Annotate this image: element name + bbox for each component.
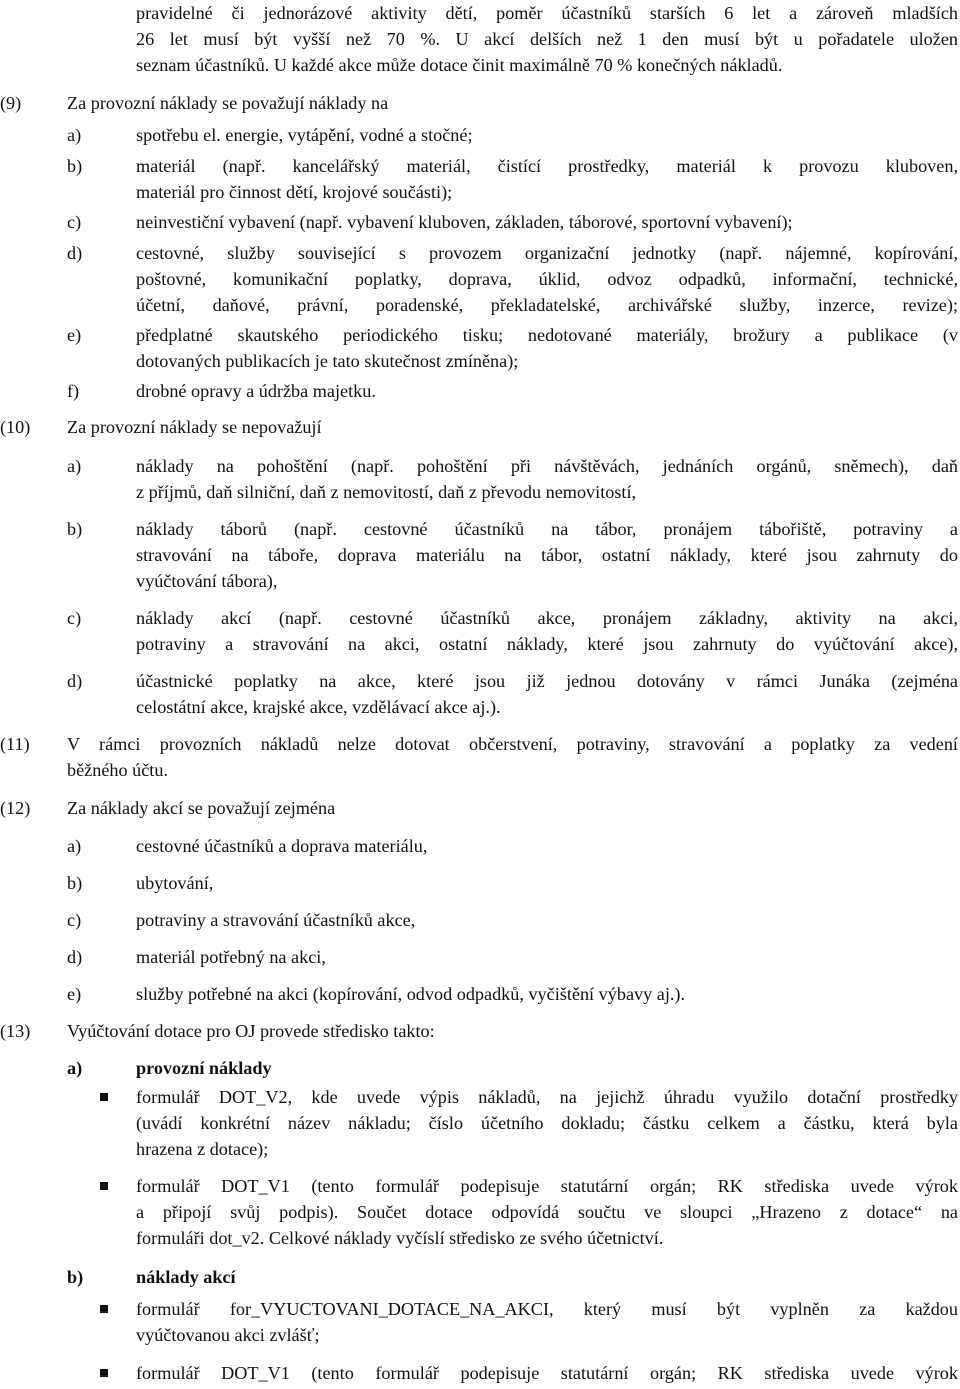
bullet-square-icon: [100, 1369, 108, 1377]
section-number: (13): [0, 1021, 31, 1041]
bullet-text: a připojí svůj podpis). Součet dotace odpovídá součtu ve sloupci „Hrazeno z dotace“ na: [136, 1202, 958, 1222]
subsection-title: náklady akcí: [136, 1267, 236, 1287]
bullet-text: vyúčtovanou akci zvlášť;: [136, 1325, 320, 1345]
item-text: drobné opravy a údržba majetku.: [136, 381, 376, 401]
bullet-text: formulář DOT_V1 (tento formulář podepisuje statutární orgán; RK střediska uvede výrok: [136, 1363, 958, 1383]
item-text: náklady akcí (např. cestovné účastníků akce, pronájem základny, aktivity na akci,: [136, 608, 958, 628]
bullet-square-icon: [100, 1305, 108, 1313]
item-text: dotovaných publikacích je tato skutečnost zmíněna);: [136, 351, 519, 371]
item-text: vyúčtování tábora),: [136, 571, 278, 591]
item-text: služby potřebné na akci (kopírování, odvod odpadků, vyčištění výbavy aj.).: [136, 984, 686, 1004]
item-text: předplatné skautského periodického tisku; nedotované materiály, brožury a publikace (v: [136, 325, 958, 345]
section-title: Za náklady akcí se považují zejména: [67, 798, 336, 818]
subsection-label: a): [67, 1058, 83, 1078]
item-text: z příjmů, daň silniční, daň z nemovitostí, daň z převodu nemovitostí,: [136, 482, 637, 502]
bullet-square-icon: [100, 1093, 108, 1101]
item-text: cestovné účastníků a doprava materiálu,: [136, 836, 428, 856]
item-label: a): [67, 125, 82, 145]
item-label: d): [67, 243, 83, 263]
section-title: Za provozní náklady se považují náklady na: [67, 93, 389, 113]
section-number: (10): [0, 417, 31, 437]
item-label: c): [67, 608, 82, 628]
item-label: b): [67, 519, 83, 539]
bullet-text: formulář for_VYUCTOVANI_DOTACE_NA_AKCI, který musí být vyplněn za každou: [136, 1299, 958, 1319]
item-label: b): [67, 873, 83, 893]
item-text: spotřebu el. energie, vytápění, vodné a stočné;: [136, 125, 473, 145]
item-text: potraviny a stravování na akci, ostatní náklady, které jsou zahrnuty do vyúčtování akce),: [136, 634, 958, 654]
item-label: c): [67, 910, 82, 930]
item-text: materiál (např. kancelářský materiál, čistící prostředky, materiál k provozu kluboven,: [136, 156, 958, 176]
item-label: a): [67, 456, 82, 476]
intro-line: 26 let musí být vyšší než 70 %. U akcí delších než 1 den musí být u pořadatele uložen: [136, 29, 958, 49]
section-text: běžného účtu.: [67, 760, 168, 780]
item-text: celostátní akce, krajské akce, vzdělávací akce aj.).: [136, 697, 501, 717]
item-text: cestovné, služby související s provozem organizační jednotky (např. nájemné, kopírování,: [136, 243, 958, 263]
item-label: f): [67, 381, 80, 401]
item-label: c): [67, 212, 82, 232]
bullet-square-icon: [100, 1182, 108, 1190]
item-text: ubytování,: [136, 873, 214, 893]
section-text: V rámci provozních nákladů nelze dotovat občerstvení, potraviny, stravování a poplatky za vedení: [67, 734, 958, 754]
item-label: e): [67, 325, 82, 345]
item-label: b): [67, 156, 83, 176]
bullet-text: formulář DOT_V1 (tento formulář podepisuje statutární orgán; RK střediska uvede výrok: [136, 1176, 958, 1196]
intro-line: pravidelné či jednorázové aktivity dětí, poměr účastníků starších 6 let a zároveň mladších: [136, 3, 958, 23]
subsection-title: provozní náklady: [136, 1058, 272, 1078]
section-number: (9): [0, 93, 22, 113]
bullet-text: (uvádí konkrétní název nákladu; číslo účetního dokladu; částku celkem a částku, která byla: [136, 1113, 958, 1133]
intro-line: seznam účastníků. U každé akce může dotace činit maximálně 70 % konečných nákladů.: [136, 55, 783, 75]
item-text: neinvestiční vybavení (např. vybavení kluboven, základen, táborové, sportovní vybavení);: [136, 212, 793, 232]
item-label: a): [67, 836, 82, 856]
item-text: potraviny a stravování účastníků akce,: [136, 910, 416, 930]
section-number: (11): [0, 734, 30, 754]
section-title: Vyúčtování dotace pro OJ provede středisko takto:: [67, 1021, 435, 1041]
item-text: poštovné, komunikační poplatky, doprava, úklid, odvoz odpadků, informační, technické,: [136, 269, 958, 289]
item-text: stravování na táboře, doprava materiálu na tábor, ostatní náklady, které jsou zahrnuty do: [136, 545, 958, 565]
item-text: účastnické poplatky na akce, které jsou již jednou dotovány v rámci Junáka (zejména: [136, 671, 958, 691]
item-label: d): [67, 947, 83, 967]
subsection-label: b): [67, 1267, 84, 1287]
item-text: materiál pro činnost dětí, krojové součásti);: [136, 182, 453, 202]
item-label: d): [67, 671, 83, 691]
item-text: materiál potřebný na akci,: [136, 947, 326, 967]
section-number: (12): [0, 798, 31, 818]
bullet-text: formuláři dot_v2. Celkové náklady vyčíslí středisko ze svého účetnictví.: [136, 1228, 664, 1248]
item-label: e): [67, 984, 82, 1004]
item-text: náklady na pohoštění (např. pohoštění při návštěvách, jednáních orgánů, sněmech), daň: [136, 456, 958, 476]
item-text: náklady táborů (např. cestovné účastníků na tábor, pronájem tábořiště, potraviny a: [136, 519, 958, 539]
bullet-text: formulář DOT_V2, kde uvede výpis nákladů, na jejichž úhradu využilo dotační prostředky: [136, 1087, 958, 1107]
section-title: Za provozní náklady se nepovažují: [67, 417, 322, 437]
item-text: účetní, daňové, právní, poradenské, překladatelské, archivářské služby, inzerce, revize);: [136, 295, 958, 315]
bullet-text: hrazena z dotace);: [136, 1139, 269, 1159]
